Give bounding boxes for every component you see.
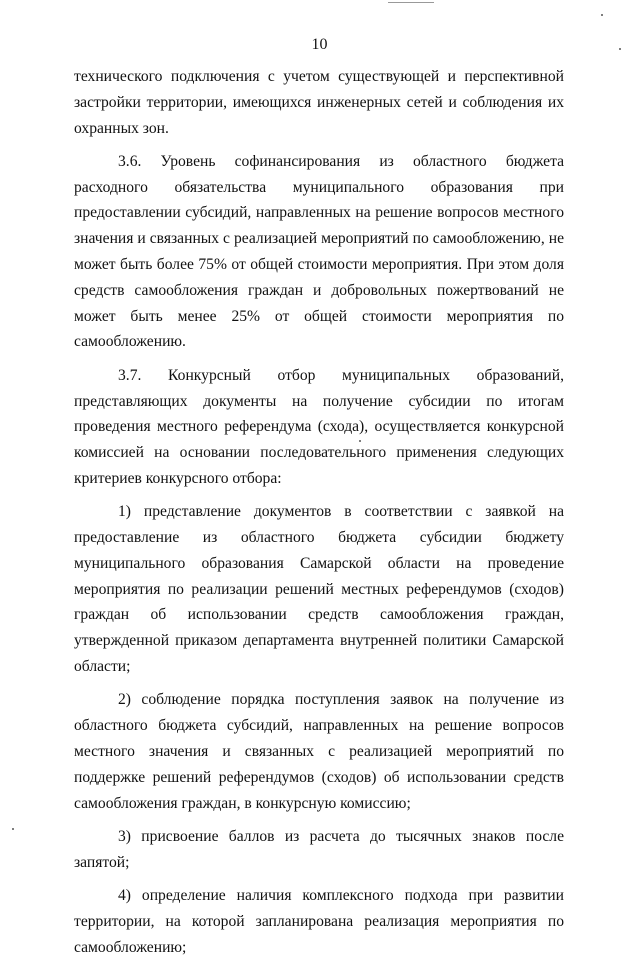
scan-artifact-dot [601, 14, 603, 16]
document-body [74, 64, 564, 968]
paragraph-continuation: технического подключения с учетом существующей и перспективной застройки территории, имеющихся инженерных сетей и соблюдения их охранных зон. [74, 68, 564, 137]
list-item-1: 1) представление документов в соответствии с заявкой на предоставление из областного бюджета субсидии бюджету муниципального образования Самарской области на проведение мероприятия по реализации решений местных референдумов (сходов) граждан об использовании средств самообложения граждан, утвержденной приказом департамента внутренней политики Самарской области; [74, 503, 564, 676]
scan-artifact-dot [359, 440, 361, 442]
scan-artifact-dot [12, 828, 14, 830]
page-number: 10 [311, 36, 328, 53]
paragraph-3-6: 3.6. Уровень софинансирования из областного бюджета расходного обязательства муниципального образования при предоставлении субсидий, направленных на решение вопросов местного значения и связанных с реализацией мероприятий по самообложению, не может быть более 75% от общей стоимости мероприятия. При этом доля средств самообложения граждан и добровольных пожертвований не может быть менее 25% от общей стоимости мероприятия по самообложению. [74, 152, 564, 351]
list-item-2: 2) соблюдение порядка поступления заявок на получение из областного бюджета субсидий, направленных на решение вопросов местного значения и связанных с реализацией мероприятий по поддержке решений референдумов (сходов) об использовании средств самообложения граждан, в конкурсную комиссию; [74, 691, 564, 812]
list-item-4: 4) определение наличия комплексного подхода при развитии территории, на которой запланирована реализация мероприятия по самообложению; [74, 886, 564, 956]
paragraph-3-7: 3.7. Конкурсный отбор муниципальных образований, представляющих документы на получение субсидии по итогам проведения местного референдума (схода), осуществляется конкурсной комиссией на основании последовательного применения следующих критериев конкурсного отбора: [74, 366, 564, 487]
scan-artifact-dot [619, 48, 621, 50]
scan-artifact-line [388, 2, 434, 3]
list-item-3: 3) присвоение баллов из расчета до тысячных знаков после запятой; [74, 827, 564, 871]
